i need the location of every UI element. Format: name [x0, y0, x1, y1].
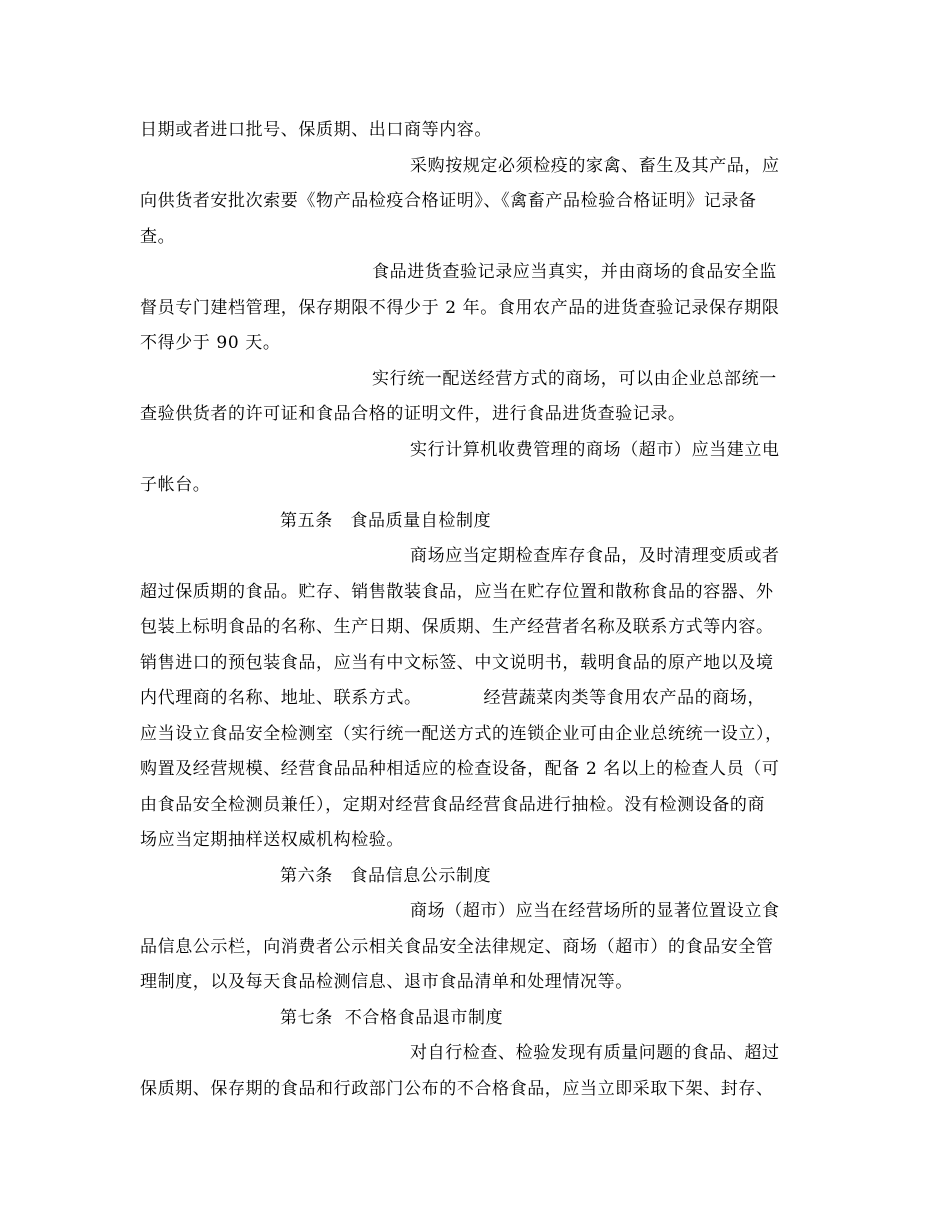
body-text-line: 不得少于 90 天。: [140, 333, 281, 353]
body-text-line: 品信息公示栏，向消费者公示相关食品安全法律规定、商场（超市）的食品安全管: [140, 937, 774, 957]
body-text-line: 实行计算机收费管理的商场（超市）应当建立电: [410, 440, 780, 460]
body-text-line: 场应当定期抽样送权威机构检验。: [140, 830, 404, 850]
body-text-line: 保质期、保存期的食品和行政部门公布的不合格食品，应当立即采取下架、封存、: [140, 1079, 774, 1099]
body-text-line: 超过保质期的食品。贮存、销售散装食品，应当在贮存位置和散称食品的容器、外: [140, 582, 774, 602]
body-text-line: 商场（超市）应当在经营场所的显著位置设立食: [410, 901, 780, 921]
body-text-line: 购置及经营规模、经营食品品种相适应的检查设备，配备 2 名以上的检查人员（可: [140, 759, 780, 779]
body-text-line: 查。: [140, 227, 176, 247]
body-text-line: 实行统一配送经营方式的商场，可以由企业总部统一: [372, 369, 777, 389]
body-text-line: 督员专门建档管理，保存期限不得少于 2 年。食用农产品的进货查验记录保存期限: [140, 298, 780, 318]
section-heading: 第七条 不合格食品退市制度: [280, 1008, 504, 1028]
body-text-line: 由食品安全检测员兼任），定期对经营食品经营食品进行抽检。没有检测设备的商: [140, 795, 766, 815]
body-text-line: 向供货者安批次索要《物产品检疫合格证明》、《禽畜产品检验合格证明》记录备: [140, 191, 757, 211]
body-text-line: 应当设立食品安全检测室（实行统一配送方式的连锁企业可由企业总统统一设立），: [140, 724, 783, 744]
body-text-line: 食品进货查验记录应当真实，并由商场的食品安全监: [372, 262, 777, 282]
body-text-line: 查验供货者的许可证和食品合格的证明文件，进行食品进货查验记录。: [140, 404, 686, 424]
body-text-line: 对自行检查、检验发现有质量问题的食品、超过: [410, 1043, 780, 1063]
body-text-line: 内代理商的名称、地址、联系方式。 经营蔬菜肉类等食用农产品的商场，: [140, 688, 766, 708]
body-text-line: 销售进口的预包装食品，应当有中文标签、中文说明书，载明食品的原产地以及境: [140, 653, 774, 673]
body-text-line: 包装上标明食品的名称、生产日期、保质期、生产经营者名称及联系方式等内容。: [140, 617, 774, 637]
body-text-line: 理制度，以及每天食品检测信息、退市食品清单和处理情况等。: [140, 972, 633, 992]
section-heading: 第六条 食品信息公示制度: [280, 866, 492, 886]
body-text-line: 采购按规定必须检疫的家禽、畜生及其产品，应: [410, 156, 780, 176]
body-text-line: 日期或者进口批号、保质期、出口商等内容。: [140, 120, 492, 140]
body-text-line: 商场应当定期检查库存食品，及时清理变质或者: [410, 546, 780, 566]
section-heading: 第五条 食品质量自检制度: [280, 511, 492, 531]
body-text-line: 子帐台。: [140, 475, 211, 495]
